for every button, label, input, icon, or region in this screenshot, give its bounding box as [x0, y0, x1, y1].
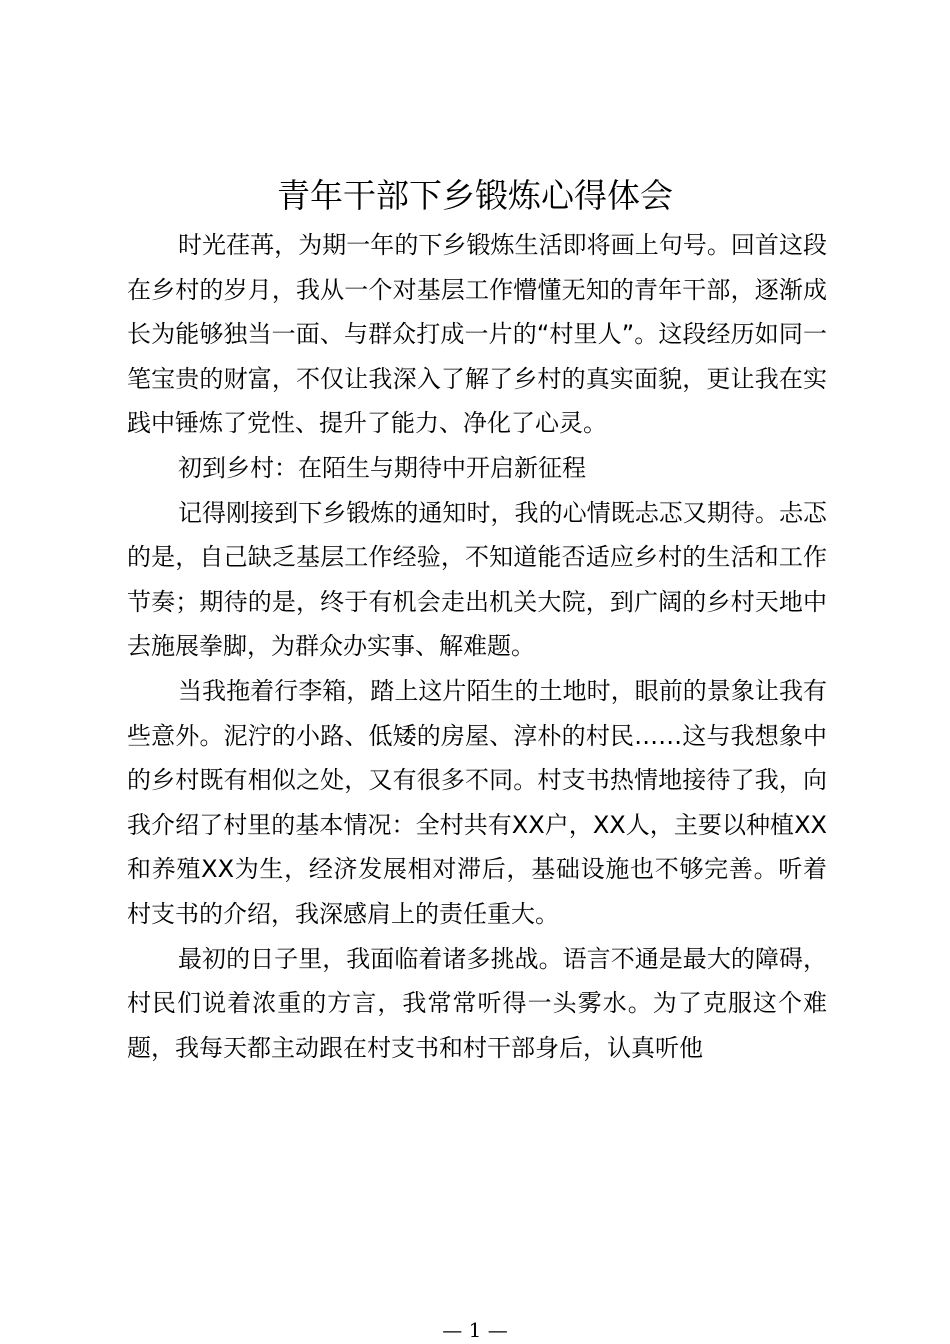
page-number: — 1 — [442, 1318, 508, 1342]
paragraph-challenges: 最初的日子里，我面临着诸多挑战。语言不通是最大的障碍，村民们说着浓重的方言，我常常听得一头雾水。为了克服这个难题，我每天都主动跟在村支书和村干部身后，认真听他 [127, 944, 827, 1062]
document-title: 青年干部下乡锻炼心得体会 [277, 176, 673, 215]
section-heading: 初到乡村：在陌生与期待中开启新征程 [178, 453, 586, 482]
document-body [127, 223, 827, 1070]
paragraph-arrival: 当我拖着行李箱，踏上这片陌生的土地时，眼前的景象让我有些意外。泥泞的小路、低矮的房屋、淳朴的村民……这与我想象中的乡村既有相似之处，又有很多不同。村支书热情地接待了我，向我介绍了村里的基本情况：全村共有XX户，XX人，主要以种植XX和养殖XX为生，经济发展相对滞后，基础设施也不够完善。听着村支书的介绍，我深感肩上的责任重大。 [127, 676, 827, 928]
paragraph-intro: 时光荏苒，为期一年的下乡锻炼生活即将画上句号。回首这段在乡村的岁月，我从一个对基层工作懵懂无知的青年干部，逐渐成长为能够独当一面、与群众打成一片的“村里人”。这段经历如同一笔宝贵的财富，不仅让我深入了解了乡村的真实面貌，更让我在实践中锤炼了党性、提升了能力、净化了心灵。 [127, 231, 827, 438]
paragraph-notice: 记得刚接到下乡锻炼的通知时，我的心情既忐忑又期待。忐忑的是，自己缺乏基层工作经验，不知道能否适应乡村的生活和工作节奏；期待的是，终于有机会走出机关大院，到广阔的乡村天地中去施展拳脚，为群众办实事、解难题。 [127, 498, 827, 661]
